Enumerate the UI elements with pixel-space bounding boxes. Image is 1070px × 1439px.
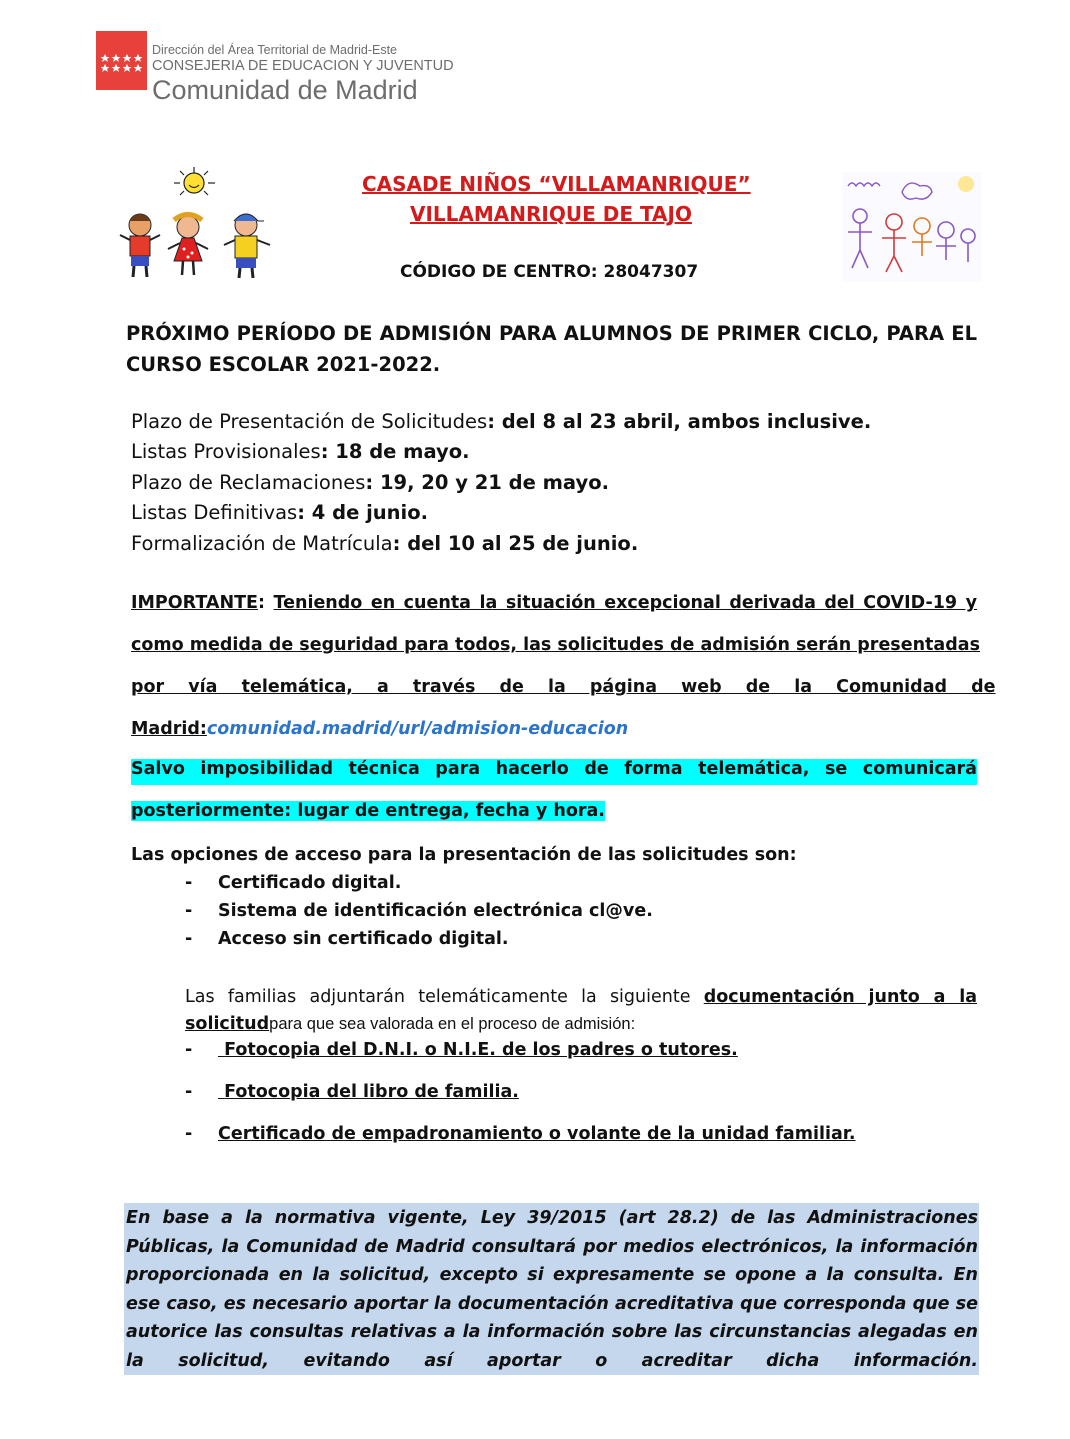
list-dash: - <box>185 929 193 949</box>
list-item: Sistema de identificación electrónica cl@ve. <box>218 901 653 921</box>
date-row: Formalización de Matrícula: del 10 al 25 de junio. <box>131 532 639 555</box>
date-value: 19, 20 y 21 de mayo. <box>379 471 610 494</box>
list-item: Fotocopia del D.N.I. o N.I.E. de los padres o tutores. <box>224 1040 738 1060</box>
admission-heading: PRÓXIMO PERÍODO DE ADMISIÓN PARA ALUMNOS DE PRIMER CICLO, PARA EL CURSO ESCOLAR 2021-2022. <box>126 322 977 376</box>
date-value: 18 de mayo. <box>335 440 470 463</box>
list-dash: - <box>185 1082 193 1102</box>
school-town-title: VILLAMANRIQUE DE TAJO <box>410 202 692 226</box>
list-item: Certificado de empadronamiento o volante de la unidad familiar. <box>218 1124 856 1144</box>
date-row: Plazo de Reclamaciones: 19, 20 y 21 de mayo. <box>131 471 610 494</box>
date-label: Formalización de Matrícula <box>131 532 393 555</box>
important-line-1: IMPORTANTE: Teniendo en cuenta la situación excepcional derivada del COVID-19 y <box>131 593 977 613</box>
header-directorate: Dirección del Área Territorial de Madrid-Este <box>152 43 398 57</box>
list-item: Fotocopia del libro de familia. <box>224 1082 519 1102</box>
important-label: IMPORTANTE <box>131 593 258 613</box>
date-row: Plazo de Presentación de Solicitudes: del 8 al 23 abril, ambos inclusive. <box>131 410 872 433</box>
date-value: 4 de junio. <box>311 501 429 524</box>
header-community: Comunidad de Madrid <box>152 75 418 105</box>
legal-notice-text: En base a la normativa vigente, Ley 39/2015 (art 28.2) de las Administraciones Públicas, la Comunidad de Madrid consultará por medios electrónicos, la información proporcionada en la solicitud, excepto si expresamente se opone a la consulta. En ese caso, es necesario aportar la documentación acreditativa que corresponda que se autorice las consultas relativas a la información sobre las circunstancias alegadas en la solicitud, evitando así aportar o acreditar dicha información. <box>126 1208 978 1371</box>
admission-link[interactable]: comunidad.madrid/url/admision-educacion <box>206 719 629 739</box>
date-value: del 10 al 25 de junio. <box>407 532 639 555</box>
comunidad-madrid-logo <box>96 31 147 90</box>
children-illustration <box>118 165 278 287</box>
important-line-2: como medida de seguridad para todos, las solicitudes de admisión serán presentadas <box>131 635 980 655</box>
important-line-4: Madrid:comunidad.madrid/url/admision-educacion <box>131 719 629 739</box>
school-name-title: CASADE NIÑOS “VILLAMANRIQUE” <box>362 172 751 196</box>
important-line-3: por vía telemática, a través de la página web de la Comunidad de <box>131 677 996 697</box>
list-dash: - <box>185 901 193 921</box>
date-value: del 8 al 23 abril, ambos inclusive. <box>501 410 872 433</box>
highlight-line-1: Salvo imposibilidad técnica para hacerlo de forma telemática, se comunicará <box>131 759 977 785</box>
date-label: Listas Definitivas <box>131 501 298 524</box>
center-code <box>400 262 698 282</box>
date-label: Listas Provisionales <box>131 440 321 463</box>
center-code-label: CÓDIGO DE CENTRO: <box>400 262 598 282</box>
list-dash: - <box>185 873 193 893</box>
access-intro: Las opciones de acceso para la presentación de las solicitudes son: <box>131 845 797 865</box>
list-dash: - <box>185 1124 193 1144</box>
family-drawing-illustration <box>842 172 982 286</box>
list-item: Acceso sin certificado digital. <box>218 929 509 949</box>
header-ministry: CONSEJERIA DE EDUCACION Y JUVENTUD <box>152 58 454 74</box>
documents-intro: Las familias adjuntarán telemáticamente la siguiente documentación junto a la solicitudpara que sea valorada en el proceso de admisión: <box>185 987 977 1034</box>
date-label: Plazo de Reclamaciones <box>131 471 366 494</box>
date-label: Plazo de Presentación de Solicitudes <box>131 410 488 433</box>
date-row: Listas Provisionales: 18 de mayo. <box>131 440 470 463</box>
center-code-value: 28047307 <box>603 262 699 282</box>
list-item: Certificado digital. <box>218 873 402 893</box>
highlight-line-2: posteriormente: lugar de entrega, fecha y hora. <box>131 801 605 821</box>
list-dash: - <box>185 1040 193 1060</box>
date-row: Listas Definitivas: 4 de junio. <box>131 501 429 524</box>
